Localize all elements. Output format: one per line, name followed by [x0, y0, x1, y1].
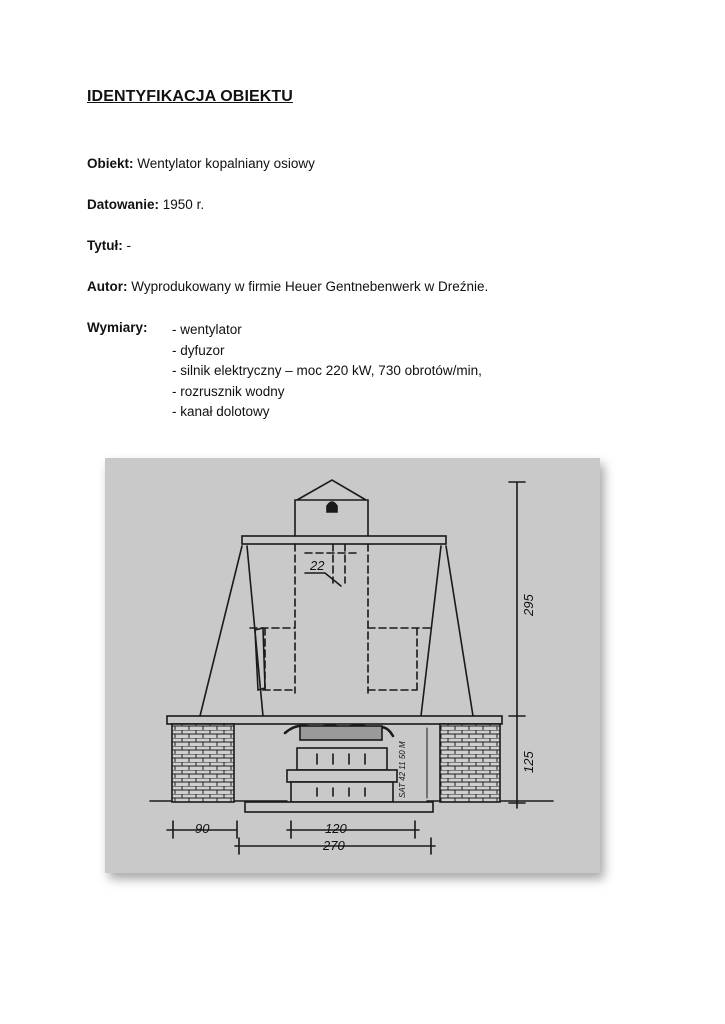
diffuser-outline [250, 628, 430, 690]
gable-arch [327, 502, 337, 512]
dimension-item: - kanał dolotowy [172, 404, 270, 419]
label-125: 125 [521, 751, 536, 773]
dimensions-label: Wymiary: [87, 320, 148, 335]
dimension-item: - rozrusznik wodny [172, 383, 285, 399]
field-object-label: Obiekt: [87, 156, 134, 171]
dim-120-line [287, 821, 419, 838]
top-beam [242, 536, 446, 544]
dimension-item: - silnik elektryczny – moc 220 kW, 730 obrotów/min, [172, 363, 482, 378]
label-side-note: SAT 42 11 50 M [398, 741, 407, 798]
motor-body [297, 748, 387, 770]
dimension-item: - dyfuzor [172, 342, 225, 358]
left-pier [172, 724, 234, 802]
platform [167, 716, 502, 724]
technical-drawing [105, 458, 600, 873]
dimensions-list [172, 320, 482, 423]
field-author-value: Wyprodukowany w firmie Heuer Gentnebenwerk w Dreźnie. [131, 279, 489, 294]
field-object [87, 156, 315, 171]
center-duct [295, 544, 368, 693]
page-title: IDENTYFIKACJA OBIEKTU [87, 88, 293, 105]
base-slab [245, 802, 433, 812]
label-22: 22 [310, 558, 325, 573]
left-leg [200, 546, 263, 716]
right-leg [421, 546, 473, 716]
field-author-label: Autor: [87, 279, 128, 294]
label-295: 295 [521, 594, 536, 616]
field-title-value: - [126, 238, 132, 253]
field-author [87, 279, 488, 294]
motor-foot [291, 782, 393, 802]
fan-housing [300, 726, 382, 740]
field-dating-label: Datowanie: [87, 197, 160, 212]
motor-base [287, 770, 397, 782]
field-dating-value: 1950 r. [162, 197, 205, 212]
field-dating [87, 197, 204, 212]
label-120: 120 [325, 821, 347, 836]
field-title-label: Tytuł: [87, 238, 123, 253]
label-270: 270 [323, 838, 345, 853]
label-90: 90 [195, 821, 210, 836]
leader-22 [305, 573, 341, 586]
field-title [87, 238, 131, 253]
field-object-value: Wentylator kopalniany osiowy [137, 156, 315, 171]
dimension-item: - wentylator [172, 322, 242, 337]
drawing-svg [105, 458, 600, 873]
right-pier [440, 724, 500, 802]
